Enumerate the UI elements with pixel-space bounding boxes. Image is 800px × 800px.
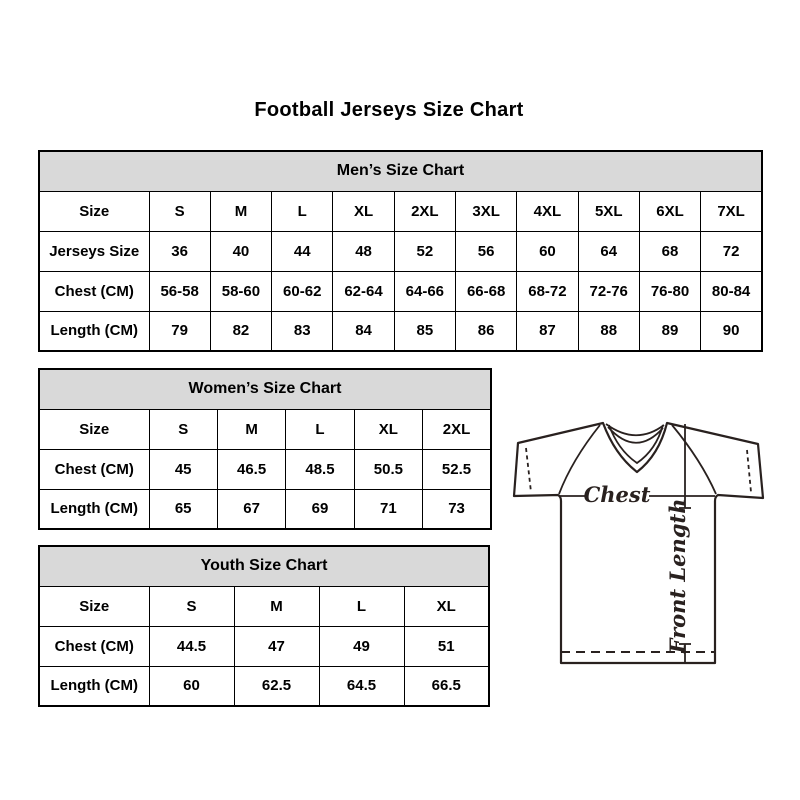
value-cell: 80-84 [701, 271, 762, 311]
value-cell: 65 [149, 489, 217, 529]
value-cell: L [286, 409, 354, 449]
value-cell: 49 [319, 626, 404, 666]
value-cell: 40 [210, 231, 271, 271]
value-cell: 36 [149, 231, 210, 271]
value-cell: 4XL [517, 191, 578, 231]
value-cell: 51 [404, 626, 489, 666]
value-cell: 69 [286, 489, 354, 529]
value-cell: 60 [149, 666, 234, 706]
womens-size-table [38, 368, 492, 530]
value-cell: 82 [210, 311, 271, 351]
table-title: Youth Size Chart [39, 546, 489, 586]
table-title: Women’s Size Chart [39, 369, 491, 409]
value-cell: 71 [354, 489, 422, 529]
value-cell: 48.5 [286, 449, 354, 489]
value-cell: 64.5 [319, 666, 404, 706]
chest-label: Chest [583, 482, 651, 507]
value-cell: 66.5 [404, 666, 489, 706]
value-cell: 73 [423, 489, 491, 529]
value-cell: 7XL [701, 191, 762, 231]
value-cell: 79 [149, 311, 210, 351]
value-cell: 46.5 [217, 449, 285, 489]
value-cell: 52 [394, 231, 455, 271]
row-label-cell: Length (CM) [39, 489, 149, 529]
row-label-cell: Length (CM) [39, 311, 149, 351]
value-cell: S [149, 191, 210, 231]
table-title: Men’s Size Chart [39, 151, 762, 191]
row-label-cell: Size [39, 191, 149, 231]
value-cell: XL [404, 586, 489, 626]
value-cell: 72-76 [578, 271, 639, 311]
row-label-cell: Jerseys Size [39, 231, 149, 271]
value-cell: 2XL [423, 409, 491, 449]
value-cell: 62-64 [333, 271, 394, 311]
value-cell: 3XL [455, 191, 516, 231]
value-cell: 52.5 [423, 449, 491, 489]
value-cell: 56-58 [149, 271, 210, 311]
value-cell: 44.5 [149, 626, 234, 666]
value-cell: 68 [639, 231, 700, 271]
value-cell: M [210, 191, 271, 231]
value-cell: 47 [234, 626, 319, 666]
value-cell: S [149, 586, 234, 626]
value-cell: 5XL [578, 191, 639, 231]
row-label-cell: Length (CM) [39, 666, 149, 706]
value-cell: M [234, 586, 319, 626]
row-label-cell: Size [39, 409, 149, 449]
value-cell: 58-60 [210, 271, 271, 311]
value-cell: S [149, 409, 217, 449]
jersey-diagram [505, 408, 767, 666]
value-cell: 50.5 [354, 449, 422, 489]
front-length-label: Front Length [665, 498, 690, 654]
value-cell: 45 [149, 449, 217, 489]
value-cell: 76-80 [639, 271, 700, 311]
row-label-cell: Size [39, 586, 149, 626]
value-cell: 87 [517, 311, 578, 351]
value-cell: 84 [333, 311, 394, 351]
value-cell: L [272, 191, 333, 231]
row-label-cell: Chest (CM) [39, 271, 149, 311]
jersey-outline [514, 423, 763, 663]
value-cell: L [319, 586, 404, 626]
row-label-cell: Chest (CM) [39, 449, 149, 489]
value-cell: 66-68 [455, 271, 516, 311]
value-cell: 67 [217, 489, 285, 529]
value-cell: XL [333, 191, 394, 231]
value-cell: 72 [701, 231, 762, 271]
value-cell: 90 [701, 311, 762, 351]
value-cell: 2XL [394, 191, 455, 231]
value-cell: M [217, 409, 285, 449]
value-cell: 64 [578, 231, 639, 271]
value-cell: 6XL [639, 191, 700, 231]
value-cell: 85 [394, 311, 455, 351]
value-cell: 60 [517, 231, 578, 271]
value-cell: XL [354, 409, 422, 449]
value-cell: 83 [272, 311, 333, 351]
value-cell: 48 [333, 231, 394, 271]
row-label-cell: Chest (CM) [39, 626, 149, 666]
mens-size-table [38, 150, 763, 352]
value-cell: 64-66 [394, 271, 455, 311]
value-cell: 88 [578, 311, 639, 351]
value-cell: 86 [455, 311, 516, 351]
value-cell: 56 [455, 231, 516, 271]
value-cell: 68-72 [517, 271, 578, 311]
value-cell: 89 [639, 311, 700, 351]
page-title: Football Jerseys Size Chart [254, 99, 524, 121]
value-cell: 62.5 [234, 666, 319, 706]
value-cell: 44 [272, 231, 333, 271]
youth-size-table [38, 545, 490, 707]
value-cell: 60-62 [272, 271, 333, 311]
